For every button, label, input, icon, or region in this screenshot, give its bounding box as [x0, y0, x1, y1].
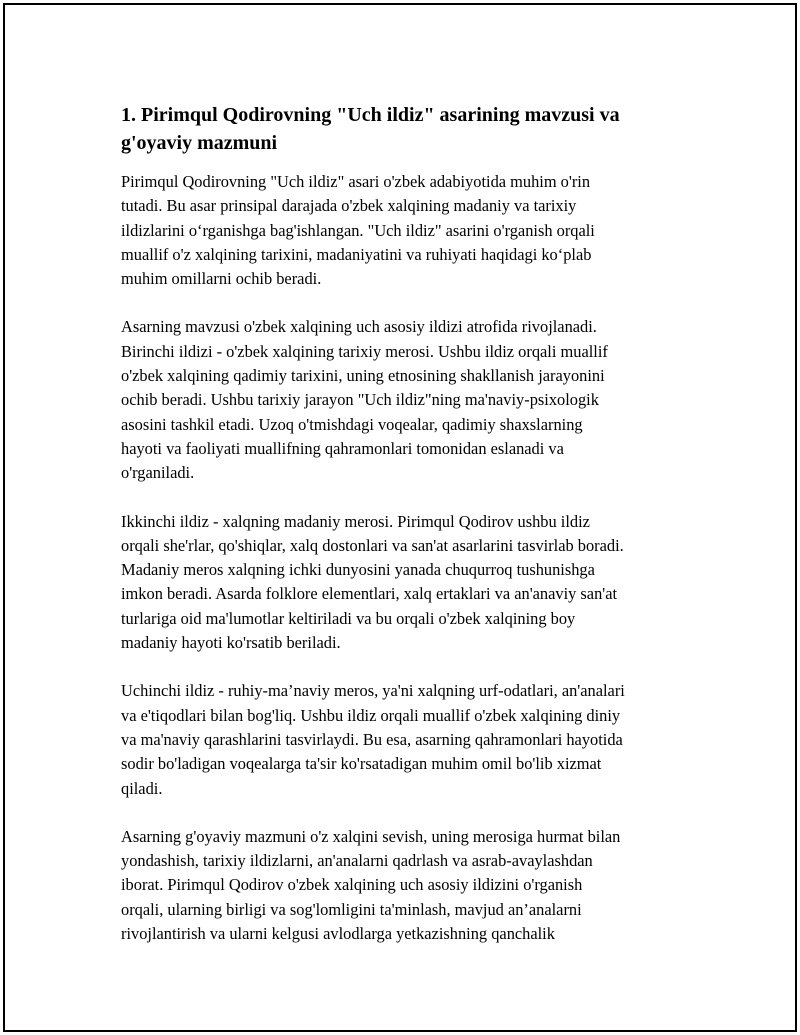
paragraph-introduction — [121, 170, 695, 291]
text-line: madaniy hayoti ko'rsatib beriladi. — [121, 633, 341, 653]
paragraph-theme — [121, 315, 695, 485]
text-line: ildizlarini o‘rganishga bag'ishlangan. "Uch ildiz" asarini o'rganish orqali — [121, 220, 595, 240]
text-line: qiladi. — [121, 778, 163, 798]
text-line: Asarning mavzusi o'zbek xalqining uch asosiy ildizi atrofida rivojlanadi. — [121, 317, 597, 337]
text-line: Madaniy meros xalqning ichki dunyosini yanada chuqurroq tushunishga — [121, 560, 595, 580]
text-line: iborat. Pirimqul Qodirov o'zbek xalqining uch asosiy ildizini o'rganish — [121, 875, 583, 895]
text-line: o'zbek xalqining qadimiy tarixini, uning etnosining shakllanish jarayonini — [121, 366, 605, 386]
text-line: Ikkinchi ildiz - xalqning madaniy merosi. Pirimqul Qodirov ushbu ildiz — [121, 511, 590, 531]
paragraph-ideological-content — [121, 825, 695, 946]
text-line: Birinchi ildizi - o'zbek xalqining tarixiy merosi. Ushbu ildiz orqali muallif — [121, 341, 608, 361]
document-body — [121, 101, 695, 970]
heading-line: 1. Pirimqul Qodirovning "Uch ildiz" asarining mavzusi va — [121, 104, 620, 126]
text-line: tutadi. Bu asar prinsipal darajada o'zbek xalqining madaniy va tarixiy — [121, 196, 577, 216]
text-line: imkon beradi. Asarda folklore elementlari, xalq ertaklari va an'anaviy san'at — [121, 584, 618, 604]
text-line: orqali she'rlar, qo'shiqlar, xalq dostonlari va san'at asarlarini tasvirlab boradi. — [121, 535, 624, 555]
text-line: muallif o'z xalqining tarixini, madaniyatini va ruhiyati haqidagi ko‘plab — [121, 244, 592, 264]
section-heading — [121, 101, 695, 157]
text-line: Asarning g'oyaviy mazmuni o'z xalqini sevish, uning merosiga hurmat bilan — [121, 826, 621, 846]
text-line: va ma'naviy qarashlarini tasvirlaydi. Bu esa, asarning qahramonlari hayotida — [121, 729, 623, 749]
text-line: Pirimqul Qodirovning "Uch ildiz" asari o'zbek adabiyotida muhim o'rin — [121, 172, 591, 191]
text-line: muhim omillarni ochib beradi. — [121, 269, 322, 289]
text-line: sodir bo'ladigan voqealarga ta'sir ko'rsatadigan muhim omil bo'lib xizmat — [121, 754, 602, 774]
paragraph-cultural-heritage — [121, 510, 695, 656]
text-line: yondashish, tarixiy ildizlarni, an'analarni qadrlash va asrab-avaylashdan — [121, 851, 593, 871]
text-line: o'rganiladi. — [121, 463, 195, 483]
text-line: hayoti va faoliyati muallifning qahramonlari tomonidan eslanadi va — [121, 438, 564, 458]
page-frame — [3, 3, 797, 1032]
text-line: ochib beradi. Ushbu tarixiy jarayon "Uch ildiz"ning ma'naviy-psixologik — [121, 390, 599, 410]
text-line: asosini tashkil etadi. Uzoq o'tmishdagi voqealar, qadimiy shaxslarning — [121, 414, 583, 434]
heading-line: g'oyaviy mazmuni — [121, 132, 278, 154]
text-line: rivojlantirish va ularni kelgusi avlodlarga yetkazishning qanchalik — [121, 924, 555, 944]
text-line: Uchinchi ildiz - ruhiy-ma’naviy meros, ya'ni xalqning urf-odatlari, an'analari — [121, 681, 625, 701]
text-line: turlariga oid ma'lumotlar keltiriladi va bu orqali o'zbek xalqining boy — [121, 608, 576, 628]
text-line: orqali, ularning birligi va sog'lomligini ta'minlash, mavjud an’analarni — [121, 899, 582, 919]
paragraph-spiritual-heritage — [121, 679, 695, 800]
text-line: va e'tiqodlari bilan bog'liq. Ushbu ildiz orqali muallif o'zbek xalqining diniy — [121, 705, 621, 725]
